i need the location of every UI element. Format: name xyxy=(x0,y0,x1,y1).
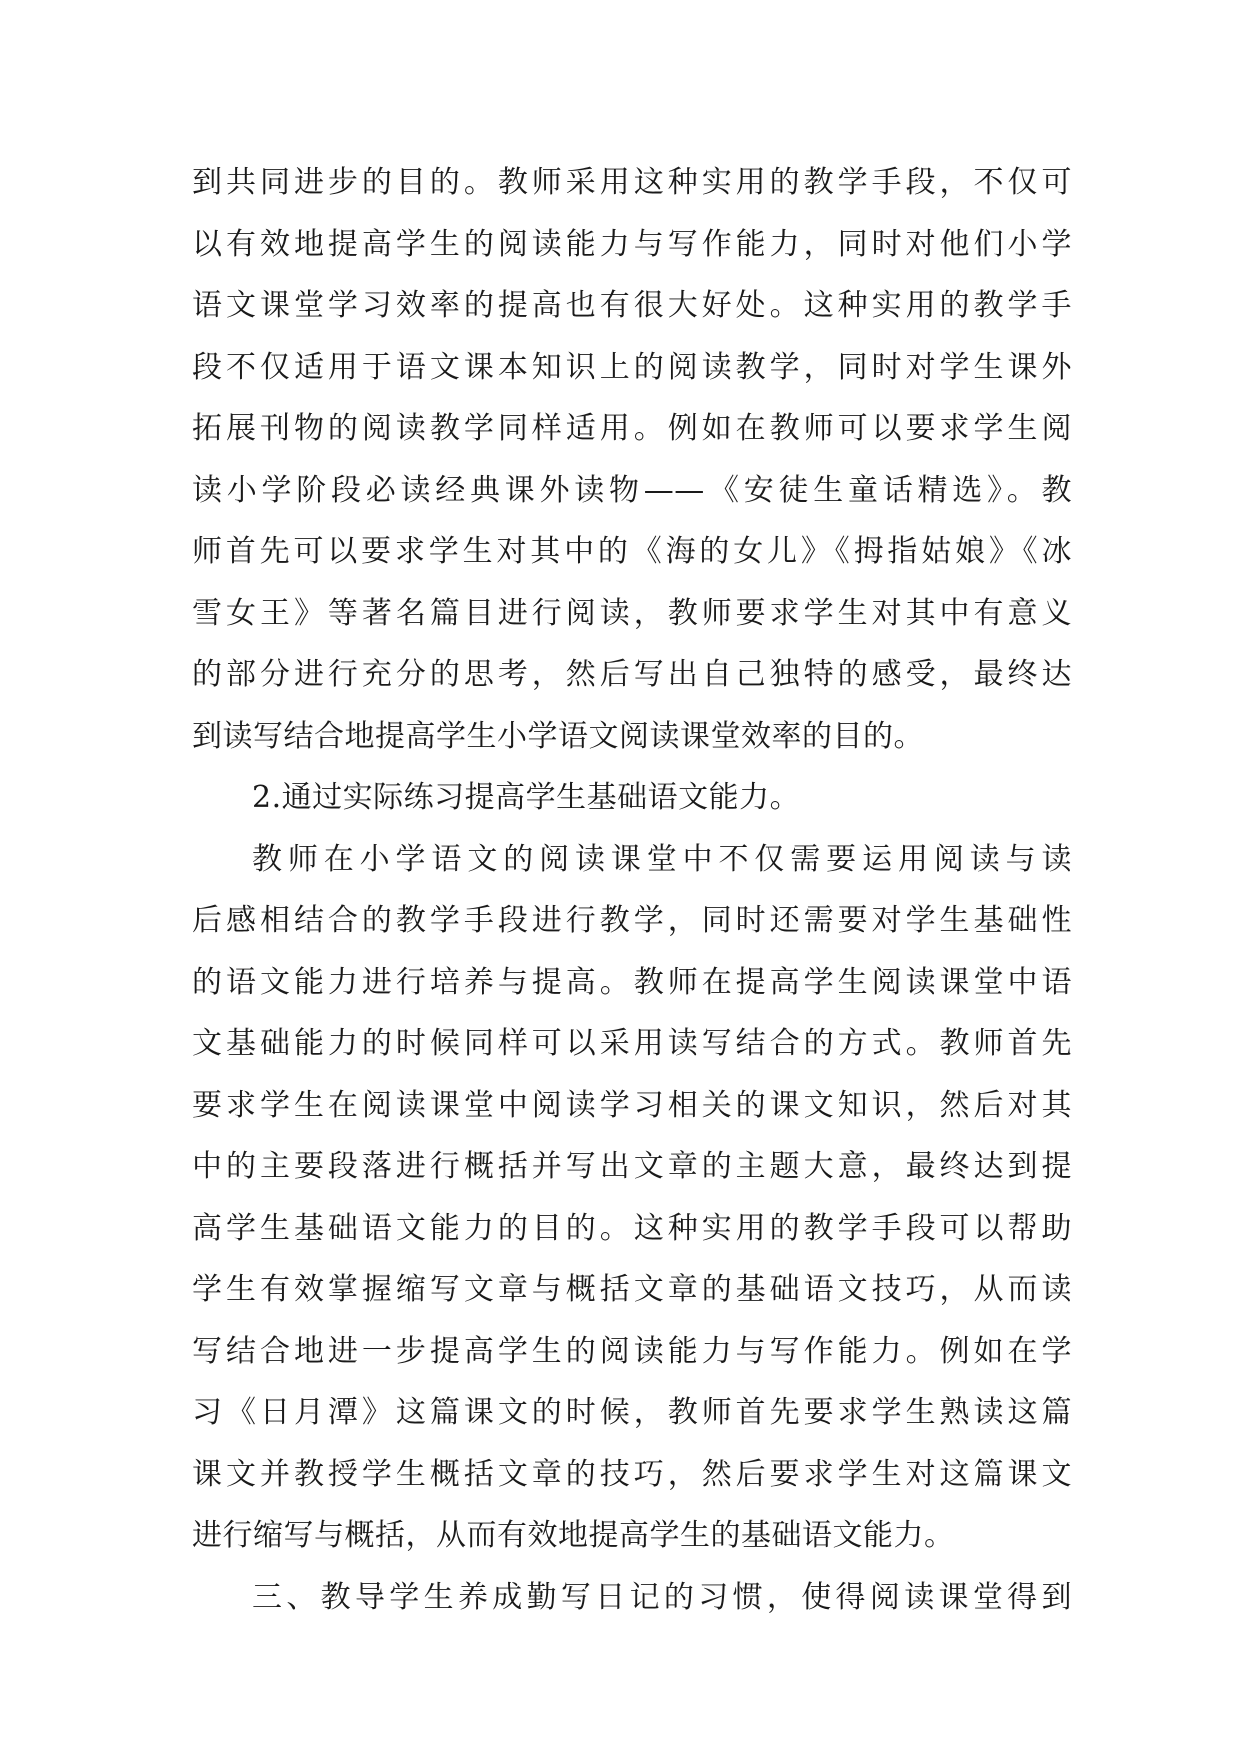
text-line: 段不仅适用于语文课本知识上的阅读教学，同时对学生课外 xyxy=(192,349,1072,385)
text-line: 到共同进步的目的。教师采用这种实用的教学手段，不仅可 xyxy=(192,165,1072,200)
text-line: 到读写结合地提高学生小学语文阅读课堂效率的目的。 xyxy=(192,718,924,754)
text-line: 课文并教授学生概括文章的技巧，然后要求学生对这篇课文 xyxy=(192,1456,1072,1492)
text-line: 的部分进行充分的思考，然后写出自己独特的感受，最终达 xyxy=(192,657,1072,692)
text-line: 教师在小学语文的阅读课堂中不仅需要运用阅读与读 xyxy=(252,841,1072,877)
text-line: 拓展刊物的阅读教学同样适用。例如在教师可以要求学生阅 xyxy=(192,411,1072,446)
text-line: 语文课堂学习效率的提高也有很大好处。这种实用的教学手 xyxy=(192,288,1072,323)
text-line: 三、教导学生养成勤写日记的习惯，使得阅读课堂得到 xyxy=(252,1579,1072,1615)
text-line: 中的主要段落进行概括并写出文章的主题大意，最终达到提 xyxy=(192,1149,1072,1184)
text-line: 的语文能力进行培养与提高。教师在提高学生阅读课堂中语 xyxy=(192,964,1072,1000)
text-line: 以有效地提高学生的阅读能力与写作能力，同时对他们小学 xyxy=(192,226,1072,262)
body-text xyxy=(192,152,1072,1628)
text-line: 2.通过实际练习提高学生基础语文能力。 xyxy=(252,780,801,815)
text-line: 师首先可以要求学生对其中的《海的女儿》《拇指姑娘》《冰 xyxy=(192,534,1072,569)
text-line: 写结合地进一步提高学生的阅读能力与写作能力。例如在学 xyxy=(192,1333,1072,1369)
text-line: 学生有效掌握缩写文章与概括文章的基础语文技巧，从而读 xyxy=(192,1272,1072,1307)
text-line: 习《日月潭》这篇课文的时候，教师首先要求学生熟读这篇 xyxy=(192,1395,1072,1430)
text-line: 进行缩写与概括，从而有效地提高学生的基础语文能力。 xyxy=(192,1518,955,1553)
text-line: 雪女王》等著名篇目进行阅读，教师要求学生对其中有意义 xyxy=(192,595,1072,631)
text-line: 后感相结合的教学手段进行教学，同时还需要对学生基础性 xyxy=(192,903,1072,938)
text-line: 文基础能力的时候同样可以采用读写结合的方式。教师首先 xyxy=(192,1026,1072,1061)
text-line: 读小学阶段必读经典课外读物——《安徒生童话精选》。教 xyxy=(192,472,1072,508)
text-line: 要求学生在阅读课堂中阅读学习相关的课文知识，然后对其 xyxy=(192,1087,1072,1123)
text-line: 高学生基础语文能力的目的。这种实用的教学手段可以帮助 xyxy=(192,1210,1072,1246)
